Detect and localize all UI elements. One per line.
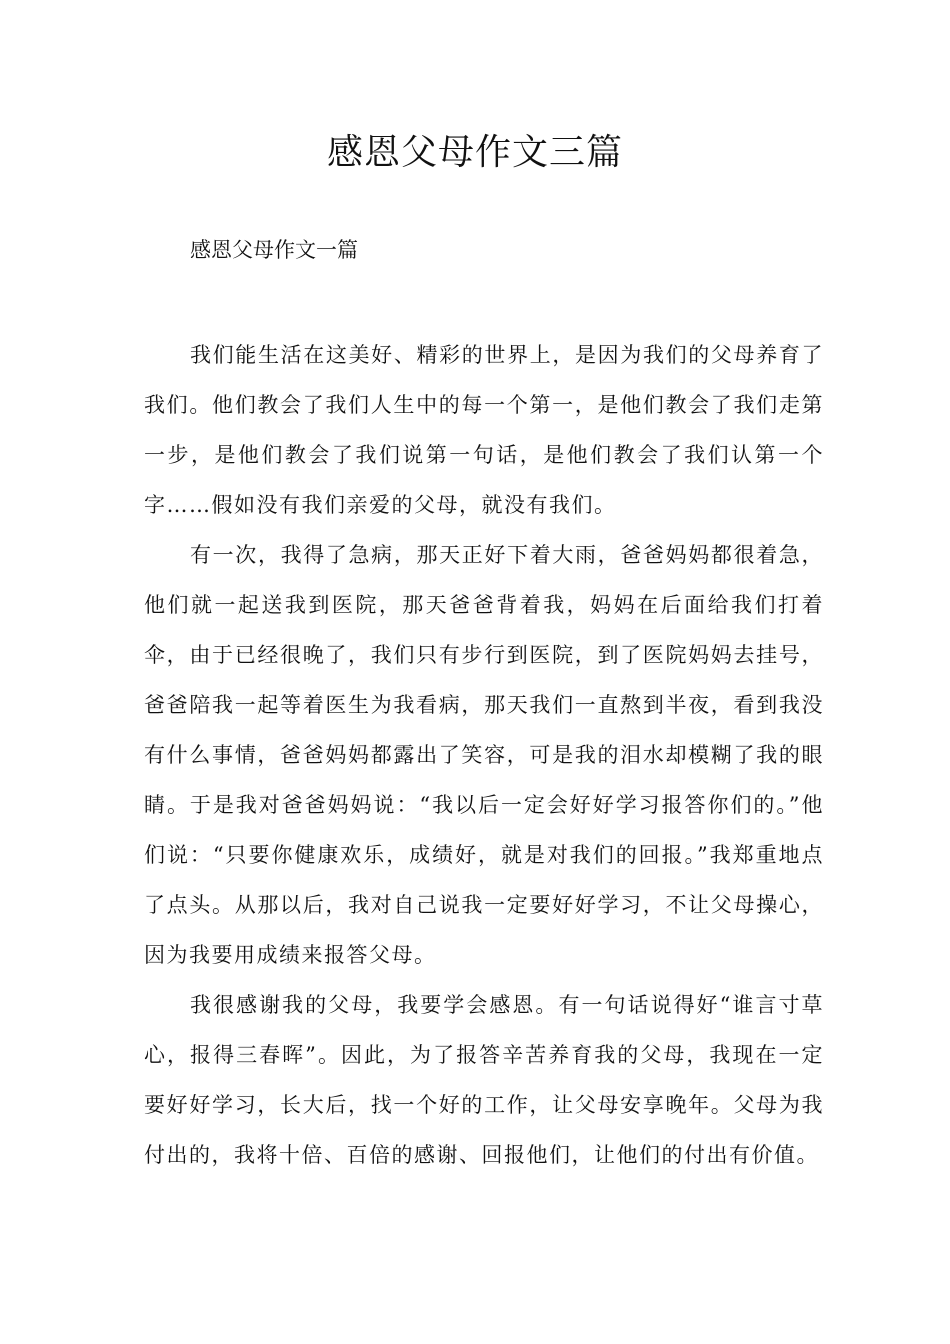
essay-paragraph-2: 有一次，我得了急病，那天正好下着大雨，爸爸妈妈都很着急，他们就一起送我到医院，那天爸爸背着我，妈妈在后面给我们打着伞，由于已经很晚了，我们只有步行到医院，到了医院妈妈去挂号，爸爸陪我一起等着医生为我看病，那天我们一直熬到半夜，看到我没有什么事情，爸爸妈妈都露出了笑容，可是我的泪水却模糊了我的眼睛。于是我对爸爸妈妈说：“我以后一定会好好学习报答你们的。”他们说：“只要你健康欢乐，成绩好，就是对我们的回报。”我郑重地点了点头。从那以后，我对自己说我一定要好好学习，不让父母操心，因为我要用成绩来报答父母。 [144,543,824,967]
essay-paragraph-1: 我们能生活在这美好、精彩的世界上，是因为我们的父母养育了我们。他们教会了我们人生中的每一个第一，是他们教会了我们走第一步，是他们教会了我们说第一句话，是他们教会了我们认第一个字……假如没有我们亲爱的父母，就没有我们。 [144,343,824,517]
essay-body [144,330,824,1180]
section-subtitle: 感恩父母作文一篇 [190,238,358,262]
document-title: 感恩父母作文三篇 [326,132,623,173]
essay-paragraph-3: 我很感谢我的父母，我要学会感恩。有一句话说得好“谁言寸草心，报得三春晖”。因此，为了报答辛苦养育我的父母，我现在一定要好好学习，长大后，找一个好的工作，让父母安享晚年。父母为我付出的，我将十倍、百倍的感谢、回报他们，让他们的付出有价值。 [144,993,824,1167]
